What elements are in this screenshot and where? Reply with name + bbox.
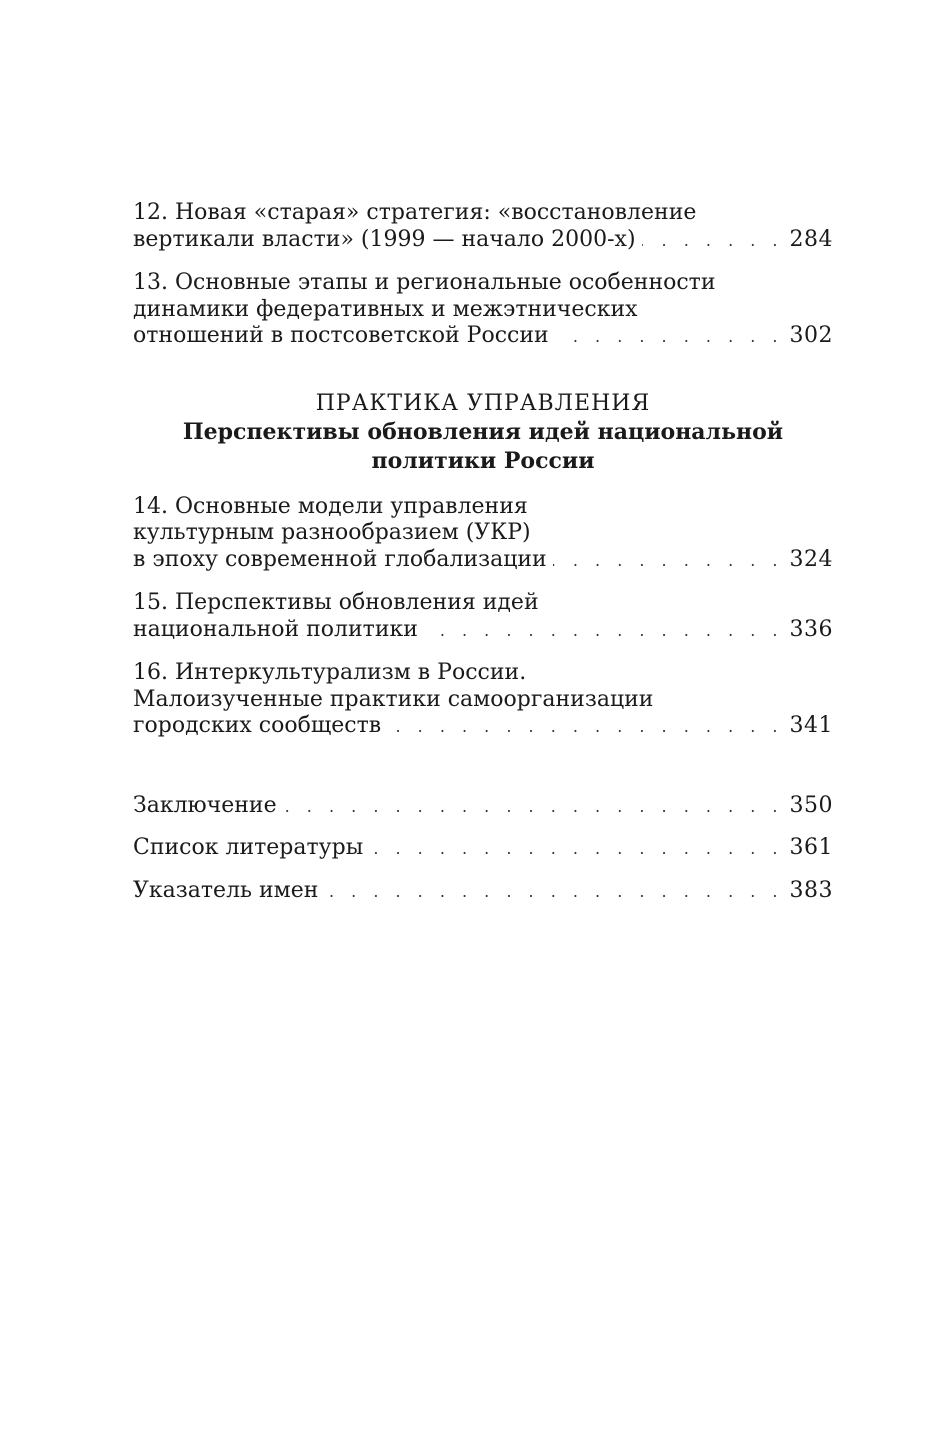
table-of-contents <box>133 200 833 920</box>
toc-entry-text: Заключение <box>133 792 277 818</box>
toc-entry-text: городских сообществ <box>133 713 382 738</box>
toc-entry-15[interactable] <box>133 590 833 644</box>
toc-entry-text: Список литературы <box>133 835 364 860</box>
dot-leader <box>642 228 784 255</box>
toc-entry-text: вертикали власти» (1999 — начало 2000-х) <box>133 226 636 252</box>
section-subtitle: политики России <box>371 447 595 474</box>
page-number: 284 <box>789 226 833 252</box>
toc-entry-text: национальной политики <box>133 616 418 642</box>
section-heading <box>133 389 833 476</box>
page-number: 350 <box>789 792 833 818</box>
dot-leader <box>553 548 784 575</box>
toc-entry-text: 14. Основные модели управления <box>133 493 528 519</box>
section-subtitle: Перспективы обновления идей национальной <box>182 418 784 445</box>
toc-entry-text: 16. Интеркультурализм в России. <box>133 660 527 685</box>
toc-entry-text: в эпоху современной глобализации <box>133 546 547 572</box>
spacer <box>133 757 833 793</box>
toc-entry-16[interactable] <box>133 660 833 741</box>
toc-entry-text: 15. Перспективы обновления идей <box>133 590 539 615</box>
page-number: 361 <box>789 835 833 860</box>
dot-leader <box>369 836 783 863</box>
dot-leader <box>324 879 783 906</box>
page-number: 383 <box>789 877 833 903</box>
dot-leader <box>555 324 784 351</box>
toc-entry-name-index[interactable] <box>133 878 833 906</box>
section-title: ПРАКТИКА УПРАВЛЕНИЯ <box>315 390 651 416</box>
toc-entry-text: Малоизученные практики самоорганизации <box>133 686 654 712</box>
toc-entry-text: отношений в постсоветской России <box>133 323 549 348</box>
page-number: 336 <box>789 616 833 642</box>
toc-entry-text: культурным разнообразием (УКР) <box>133 520 531 545</box>
dot-leader <box>283 794 784 821</box>
toc-entry-12[interactable] <box>133 200 833 254</box>
toc-entry-text: Указатель имен <box>133 877 319 903</box>
toc-entry-conclusion[interactable] <box>133 793 833 821</box>
toc-entry-13[interactable] <box>133 270 833 351</box>
page-number: 324 <box>789 546 833 572</box>
page-number: 341 <box>789 713 833 738</box>
dot-leader <box>424 618 784 645</box>
toc-entry-text: динамики федеративных и межэтнических <box>133 296 638 322</box>
dot-leader <box>387 714 783 741</box>
toc-entry-text: 12. Новая «старая» стратегия: «восстановление <box>133 200 697 225</box>
toc-entry-text: 13. Основные этапы и региональные особенности <box>133 270 716 295</box>
toc-entry-bibliography[interactable] <box>133 835 833 863</box>
page-number: 302 <box>789 323 833 348</box>
toc-entry-14[interactable] <box>133 494 833 575</box>
